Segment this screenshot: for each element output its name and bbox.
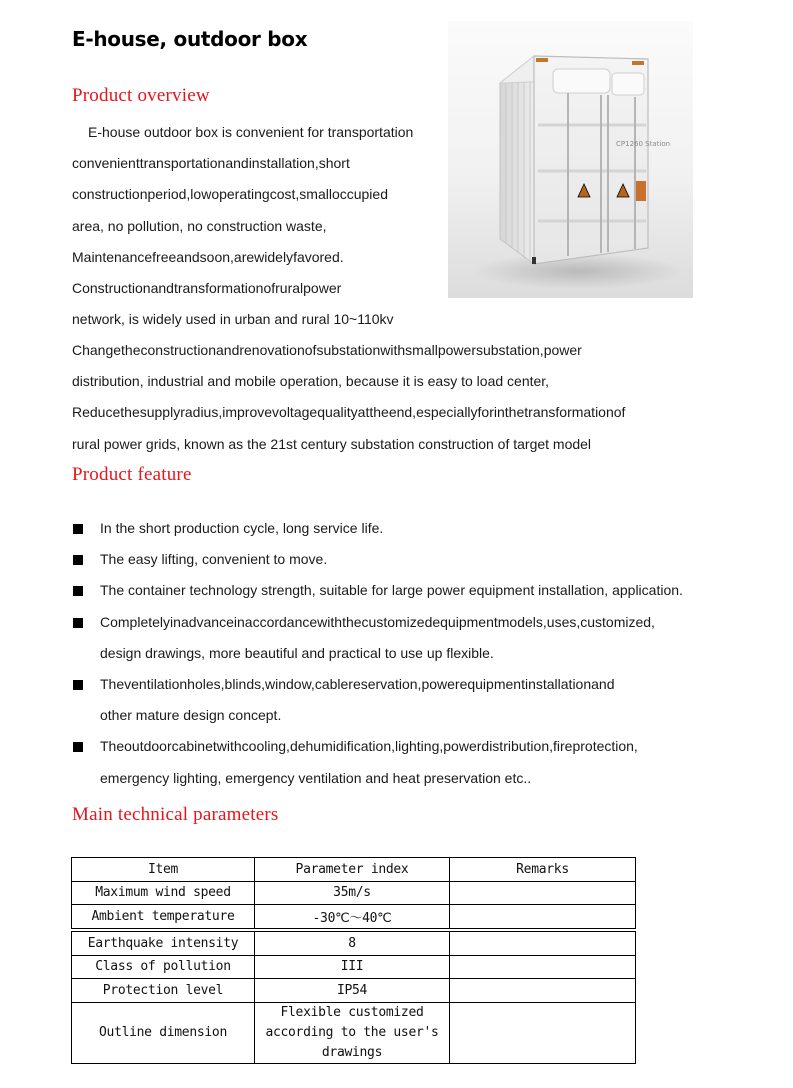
overview-line: Reducethesupplyradius,improvevoltagequalityattheend,especiallyforinthetransformationof [72,404,626,421]
cell-remarks [450,955,636,979]
cell-parameter: 35m/s [255,881,450,905]
overview-line: distribution, industrial and mobile operation, because it is easy to load center, [72,373,550,390]
table-header-row [72,858,636,882]
overview-line: rural power grids, known as the 21st century substation construction of target model [72,435,592,452]
page-title: E-house, outdoor box [72,27,308,51]
parameters-table-1 [71,857,636,929]
table-row [72,881,636,905]
overview-line: Constructionandtransformationofruralpower [72,279,342,296]
cell-item: Earthquake intensity [72,932,255,956]
cell-item: Protection level [72,979,255,1003]
cell-parameter: 8 [255,932,450,956]
cell-remarks [450,1002,636,1063]
cell-parameter: -30℃～40℃ [255,905,450,929]
cell-item: Class of pollution [72,955,255,979]
square-bullet-icon [73,524,83,534]
heading-product-feature: Product feature [72,464,192,485]
column-header-item: Item [72,858,255,882]
overview-line: Maintenancefreeandsoon,arewidelyfavored. [72,248,344,265]
table-row [72,1002,636,1063]
table-row [72,955,636,979]
cell-parameter: Flexible customized according to the user's drawings [255,1002,450,1063]
square-bullet-icon [73,680,83,690]
cell-item: Outline dimension [72,1002,255,1063]
feature-item: In the short production cycle, long service life. [72,513,728,544]
overview-line: E-house outdoor box is convenient for transportation [88,124,414,140]
parameters-table-2 [71,931,636,1064]
feature-item: The easy lifting, convenient to move. [72,544,728,575]
cell-parameter: III [255,955,450,979]
feature-item: Theventilationholes,blinds,window,cablereservation,powerequipmentinstallationand other mature design concept. [72,669,728,731]
cell-item: Maximum wind speed [72,881,255,905]
table-row [72,932,636,956]
cell-parameter: IP54 [255,979,450,1003]
overview-line: network, is widely used in urban and rural 10~110kv [72,311,394,328]
square-bullet-icon [73,586,83,596]
overview-line: area, no pollution, no construction waste, [72,217,327,234]
cell-remarks [450,881,636,905]
table-row [72,979,636,1003]
cell-item: Ambient temperature [72,905,255,929]
overview-line: convenienttransportationandinstallation,short [72,155,350,172]
container-illustration [448,21,693,298]
column-header-remarks: Remarks [450,858,636,882]
feature-item: The container technology strength, suitable for large power equipment installation, application. [72,575,728,606]
column-header-parameter-index: Parameter index [255,858,450,882]
overview-paragraph-2 [72,335,724,460]
cell-remarks [450,905,636,929]
product-image-ehouse-container [448,21,693,298]
heading-product-overview: Product overview [72,85,210,106]
table-row [72,905,636,929]
square-bullet-icon [73,618,83,628]
container-label-text: CP1260 Station [616,140,671,148]
cell-remarks [450,979,636,1003]
heading-main-technical-parameters: Main technical parameters [72,804,279,825]
feature-list [72,513,728,794]
overview-paragraph-1 [72,117,436,335]
feature-item: Completelyinadvanceinaccordancewiththecustomizedequipmentmodels,uses,customized, design drawings, more beautiful and practical to use up flexible. [72,607,728,669]
overview-line: Changetheconstructionandrenovationofsubstationwithsmallpowersubstation,power [72,342,582,358]
overview-line: constructionperiod,lowoperatingcost,smalloccupied [72,186,388,203]
caution-sign-icon [636,181,646,201]
square-bullet-icon [73,742,83,752]
feature-item: Theoutdoorcabinetwithcooling,dehumidification,lighting,powerdistribution,fireprotection, emergency lighting, emergency ventilation and heat preservation etc.. [72,731,728,793]
cell-remarks [450,932,636,956]
square-bullet-icon [73,555,83,565]
